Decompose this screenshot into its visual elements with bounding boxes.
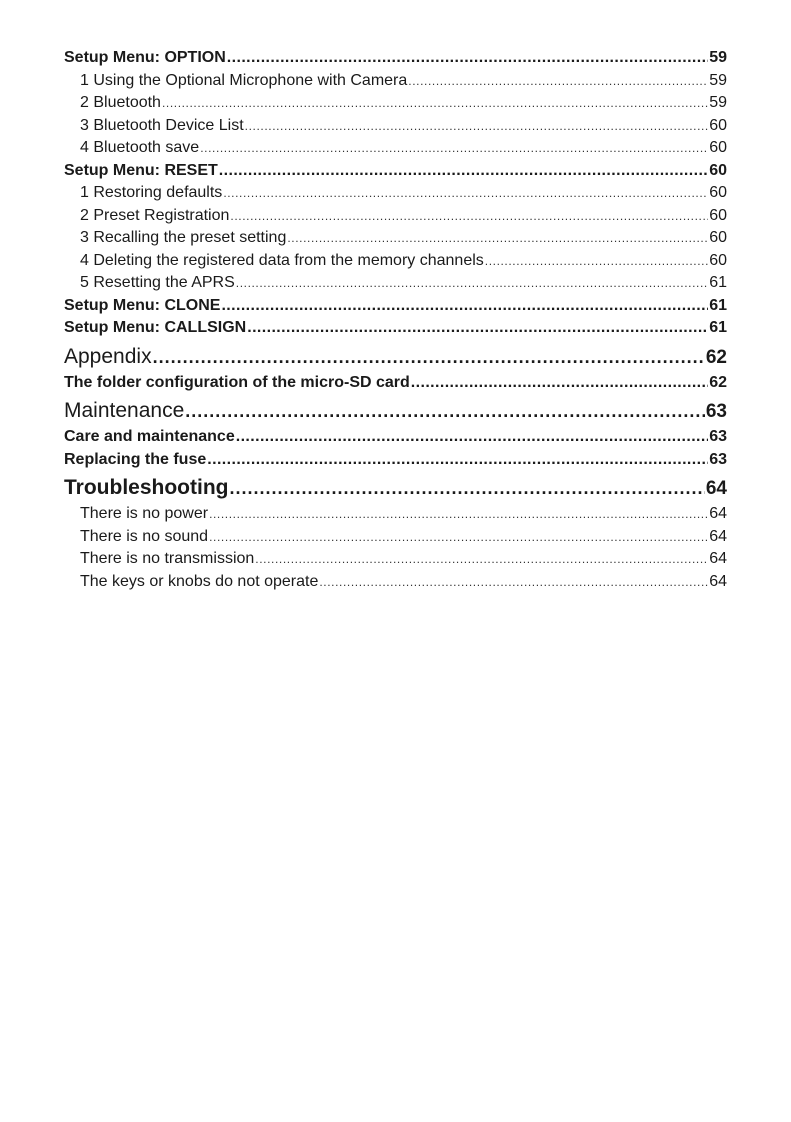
dot-leader <box>209 503 708 526</box>
toc-chapter-label: Appendix <box>64 344 152 368</box>
toc-page-number: 60 <box>709 251 727 269</box>
toc-entry-setup-reset[interactable] <box>64 160 727 183</box>
toc-entry-micro-sd-folders[interactable] <box>64 372 727 395</box>
toc-entry-label: Care and maintenance <box>64 428 235 445</box>
toc-page-number: 59 <box>709 71 727 89</box>
toc-entry-bluetooth-save[interactable] <box>64 137 727 160</box>
toc-entry-setup-callsign[interactable] <box>64 317 727 340</box>
table-of-contents <box>64 47 727 593</box>
toc-entry-label: Setup Menu: RESET <box>64 161 218 179</box>
toc-page-number: 64 <box>709 527 727 545</box>
toc-entry-label: 1 Restoring defaults <box>80 184 223 201</box>
toc-entry-label: 1 Using the Optional Microphone with Camera <box>80 71 408 89</box>
dot-leader <box>287 227 708 250</box>
toc-page-number: 62 <box>705 346 727 368</box>
toc-entry-label: 3 Recalling the preset setting <box>80 229 287 246</box>
toc-entry-label: 2 Bluetooth <box>80 94 161 111</box>
toc-entry-label: There is no transmission <box>80 550 255 567</box>
dot-leader <box>319 571 708 594</box>
toc-chapter-label: Maintenance <box>64 399 185 422</box>
toc-page-number: 63 <box>709 428 727 445</box>
toc-page-number: 61 <box>709 319 727 336</box>
toc-entry-bluetooth[interactable] <box>64 92 727 115</box>
dot-leader <box>411 372 708 395</box>
dot-leader <box>223 182 708 205</box>
toc-chapter-label: Troubleshooting <box>64 476 229 499</box>
toc-entry-no-sound[interactable] <box>64 526 727 549</box>
dot-leader <box>185 396 705 426</box>
toc-entry-keys-knobs[interactable] <box>64 571 727 594</box>
toc-page-number: 64 <box>705 478 727 499</box>
toc-page-number: 60 <box>709 161 727 179</box>
toc-page-number: 60 <box>709 206 727 224</box>
toc-chapter-appendix[interactable] <box>64 342 727 372</box>
toc-entry-label: Setup Menu: OPTION <box>64 49 226 66</box>
toc-entry-recalling-preset[interactable] <box>64 227 727 250</box>
dot-leader <box>236 272 708 295</box>
toc-page-number: 60 <box>709 184 727 201</box>
toc-entry-restoring-defaults[interactable] <box>64 182 727 205</box>
toc-entry-bluetooth-device-list[interactable] <box>64 115 727 138</box>
toc-entry-care-maintenance[interactable] <box>64 426 727 449</box>
dot-leader <box>153 342 705 372</box>
toc-entry-label: The folder configuration of the micro-SD card <box>64 373 410 391</box>
toc-page-number: 62 <box>709 373 727 391</box>
dot-leader <box>207 449 708 472</box>
toc-entry-setup-option[interactable] <box>64 47 727 70</box>
toc-entry-label: There is no sound <box>80 527 209 545</box>
toc-entry-label: 4 Bluetooth save <box>80 139 200 156</box>
toc-entry-deleting-registered-data[interactable] <box>64 250 727 273</box>
toc-page-number: 63 <box>709 450 727 468</box>
toc-page-number: 59 <box>709 49 727 66</box>
toc-entry-label: 5 Resetting the APRS <box>80 274 235 291</box>
dot-leader <box>229 473 704 503</box>
toc-page-number: 59 <box>709 94 727 111</box>
toc-entry-label: 3 Bluetooth Device List <box>80 116 244 134</box>
toc-entry-resetting-aprs[interactable] <box>64 272 727 295</box>
toc-page-number: 61 <box>709 274 727 291</box>
toc-entry-label: Setup Menu: CLONE <box>64 296 221 314</box>
toc-entry-no-power[interactable] <box>64 503 727 526</box>
toc-page-number: 64 <box>709 572 727 590</box>
toc-entry-setup-clone[interactable] <box>64 295 727 318</box>
dot-leader <box>236 426 708 449</box>
dot-leader <box>247 317 708 340</box>
toc-page-number: 60 <box>709 116 727 134</box>
toc-page-number: 60 <box>709 229 727 246</box>
toc-page-number: 63 <box>705 401 727 422</box>
dot-leader <box>209 526 708 549</box>
dot-leader <box>485 250 708 273</box>
toc-entry-label: Setup Menu: CALLSIGN <box>64 319 247 336</box>
dot-leader <box>255 548 708 571</box>
toc-entry-optional-microphone[interactable] <box>64 70 727 93</box>
toc-entry-label: Replacing the fuse <box>64 450 207 468</box>
toc-chapter-troubleshooting[interactable] <box>64 473 727 503</box>
toc-entry-label: There is no power <box>80 505 209 522</box>
dot-leader <box>227 47 708 70</box>
toc-page-number: 61 <box>709 296 727 314</box>
dot-leader <box>230 205 708 228</box>
toc-page-number: 60 <box>709 139 727 156</box>
toc-entry-no-transmission[interactable] <box>64 548 727 571</box>
dot-leader <box>245 115 709 138</box>
dot-leader <box>200 137 708 160</box>
toc-entry-label: The keys or knobs do not operate <box>80 572 319 590</box>
dot-leader <box>408 70 708 93</box>
toc-entry-label: 4 Deleting the registered data from the memory channels <box>80 251 484 269</box>
toc-page-number: 64 <box>709 550 727 567</box>
dot-leader <box>221 295 708 318</box>
toc-entry-replacing-fuse[interactable] <box>64 449 727 472</box>
dot-leader <box>162 92 708 115</box>
dot-leader <box>219 160 708 183</box>
toc-entry-label: 2 Preset Registration <box>80 206 230 224</box>
toc-page-number: 64 <box>709 505 727 522</box>
toc-entry-preset-registration[interactable] <box>64 205 727 228</box>
toc-chapter-maintenance[interactable] <box>64 396 727 426</box>
